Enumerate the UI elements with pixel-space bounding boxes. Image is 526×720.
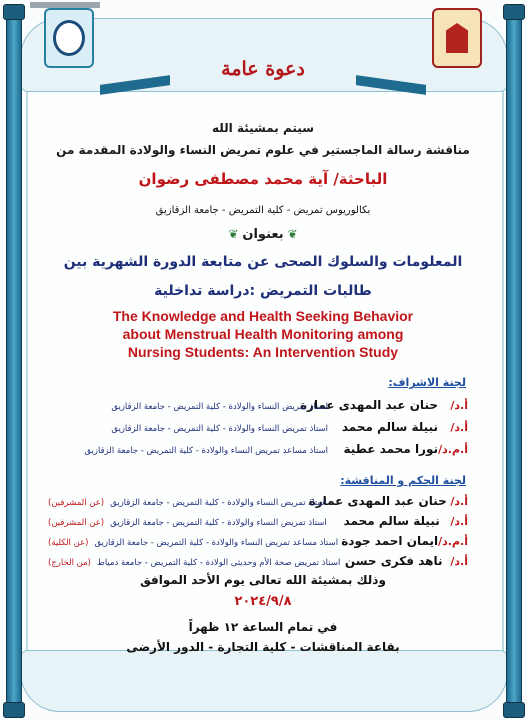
supervisor-rank: أ.د/: [450, 421, 468, 434]
rod-cap: [503, 702, 525, 718]
english-title-line3: Nursing Students: An Intervention Study: [127, 344, 399, 360]
judge-row: [48, 514, 468, 530]
date-line: وذلك بمشيئة الله تعالى يوم الأحد الموافق: [140, 573, 386, 587]
judge-desc: استاذ تمريض النساء والولادة - كلية التمريض - جامعة الزقازيق: [110, 498, 327, 508]
intro-line: سيتم بمشيئة الله: [212, 121, 314, 135]
researcher-degree: بكالوريوس تمريض - كلية التمريض - جامعة الزقازيق: [155, 205, 371, 216]
venue-line: بقاعة المناقشات - كلية التجارة - الدور الأرضى: [126, 640, 400, 654]
judging-heading: لجنة الحكم و المناقشة:: [340, 474, 466, 487]
faculty-emblem-icon: [53, 20, 85, 56]
supervisor-rank: أ.م.د/: [438, 443, 468, 456]
judge-name: حنان عبد المهدى عمارة: [308, 494, 447, 508]
judge-role: (من الخارج): [48, 558, 91, 568]
supervisor-rank: أ.د/: [450, 399, 468, 412]
judge-row: [48, 554, 468, 570]
supervisor-name: نبيلة سالم محمد: [341, 420, 438, 434]
judge-name: نبيلة سالم محمد: [343, 514, 440, 528]
judge-desc: استاذ تمريض النساء والولادة - كلية التمريض - جامعة الزقازيق: [110, 518, 327, 528]
judge-desc: استاذ مساعد تمريض النساء والولادة - كلية التمريض - جامعة الزقازيق: [94, 538, 339, 548]
leaf-ornament-icon: ❦: [228, 227, 239, 241]
supervisor-row: [48, 420, 468, 436]
arabic-title-line2: طالبات التمريض :دراسة تداخلية: [154, 283, 372, 299]
supervisor-name: حنان عبد المهدى عمارة: [299, 398, 438, 412]
judge-desc: استاذ تمريض صحة الأم وحديثى الولادة - كلية التمريض - جامعة دمياط: [96, 558, 341, 568]
supervisor-row: [48, 442, 468, 458]
judge-role: (عن الكلية): [48, 538, 89, 548]
supervisor-row: [48, 398, 468, 414]
english-title-line2: about Menstrual Health Monitoring among: [122, 326, 404, 342]
researcher-name: الباحثة/ آية محمد مصطفى رضوان: [138, 170, 388, 188]
supervisor-desc: استاذ تمريض النساء والولادة - كلية التمريض - جامعة الزقازيق: [111, 402, 328, 412]
titled-label: ❦بعنوان❦: [228, 227, 298, 242]
judge-row: [48, 494, 468, 510]
judge-rank: أ.د/: [450, 555, 468, 568]
discussion-line: مناقشة رسالة الماجستير في علوم تمريض النساء والولادة المقدمة من: [56, 143, 470, 157]
invitation-title: دعوة عامة: [221, 58, 305, 80]
judge-rank: أ.م.د/: [438, 535, 468, 548]
supervisor-desc: استاذ تمريض النساء والولادة - كلية التمريض - جامعة الزقازيق: [111, 424, 328, 434]
judge-rank: أ.د/: [450, 515, 468, 528]
rod-cap: [503, 4, 525, 20]
english-title-line1: The Knowledge and Health Seeking Behavior: [112, 308, 414, 324]
leaf-ornament-icon: ❦: [287, 227, 298, 241]
supervisor-desc: استاذ مساعد تمريض النساء والولادة - كلية التمريض - جامعة الزقازيق: [84, 446, 328, 456]
left-scroll-rod: [6, 10, 22, 712]
judge-row: [48, 534, 468, 550]
judge-role: (عن المشرفين): [48, 518, 105, 528]
rod-cap: [3, 702, 25, 718]
rod-cap: [3, 4, 25, 20]
university-emblem-icon: [446, 23, 468, 53]
judge-name: ناهد فكرى حسن: [344, 554, 443, 568]
judge-name: ايمان احمد جودة: [341, 534, 439, 548]
judge-role: (عن المشرفين): [48, 498, 105, 508]
supervisor-name: نورا محمد عطية: [343, 442, 438, 456]
date-value: ٢٠٢٤/٩/٨: [234, 594, 292, 609]
time-line: في تمام الساعة ١٢ ظهراً: [188, 620, 338, 634]
scroll-bottom-roll: [20, 650, 508, 712]
judge-rank: أ.د/: [450, 495, 468, 508]
supervision-heading: لجنة الاشراف:: [388, 376, 466, 389]
arabic-title-line1: المعلومات والسلوك الصحى عن متابعة الدورة الشهرية بين: [63, 254, 463, 270]
right-scroll-rod: [506, 10, 522, 712]
